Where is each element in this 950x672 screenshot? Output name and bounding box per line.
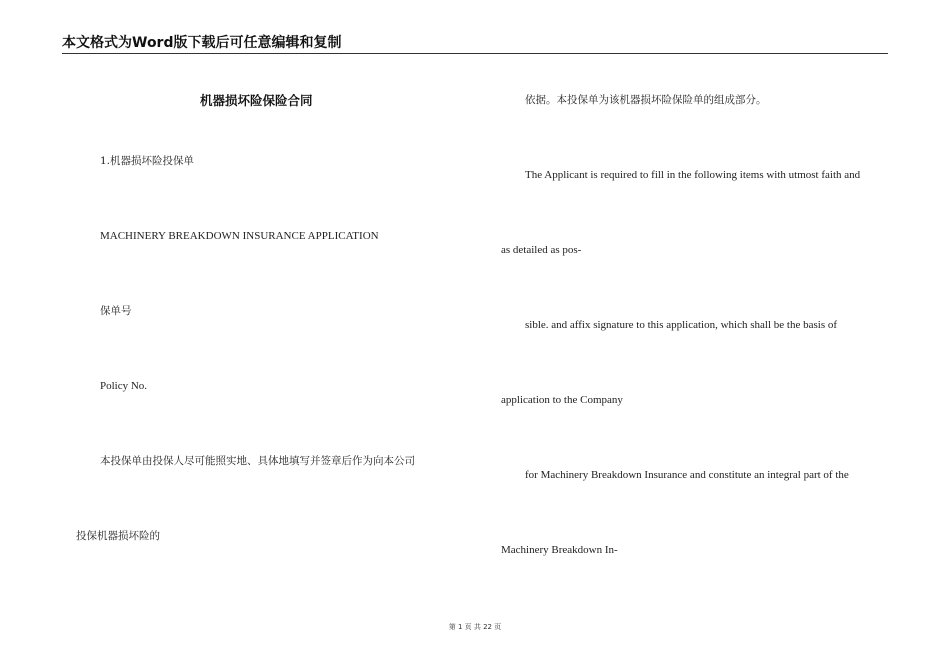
left-line-2: MACHINERY BREAKDOWN INSURANCE APPLICATION xyxy=(100,230,379,242)
page-header xyxy=(62,35,888,54)
left-line-1: 1.机器损坏险投保单 xyxy=(100,155,195,167)
left-line-5: 本投保单由投保人尽可能照实地、具体地填写并签章后作为向本公司 xyxy=(100,455,415,467)
header-text: 本文格式为Word版下载后可任意编辑和复制 xyxy=(62,35,342,51)
right-line-4: sible. and affix signature to this application, which shall be the basis of xyxy=(525,319,838,331)
left-line-4: Policy No. xyxy=(100,380,148,392)
right-line-1: 依据。本投保单为该机器损坏险保险单的组成部分。 xyxy=(525,94,767,106)
right-line-6: for Machinery Breakdown Insurance and constitute an integral part of the xyxy=(525,469,849,481)
left-line-3: 保单号 xyxy=(100,305,132,317)
document-title: 机器损坏险保险合同 xyxy=(200,93,313,108)
page-footer: 第 1 页 共 22 页 xyxy=(448,623,502,631)
right-line-2: The Applicant is required to fill in the following items with utmost faith and xyxy=(525,169,861,181)
right-line-5: application to the Company xyxy=(501,394,623,406)
right-line-7: Machinery Breakdown In- xyxy=(501,544,618,556)
left-line-6: 投保机器损坏险的 xyxy=(76,530,160,542)
right-line-3: as detailed as pos- xyxy=(501,244,582,256)
